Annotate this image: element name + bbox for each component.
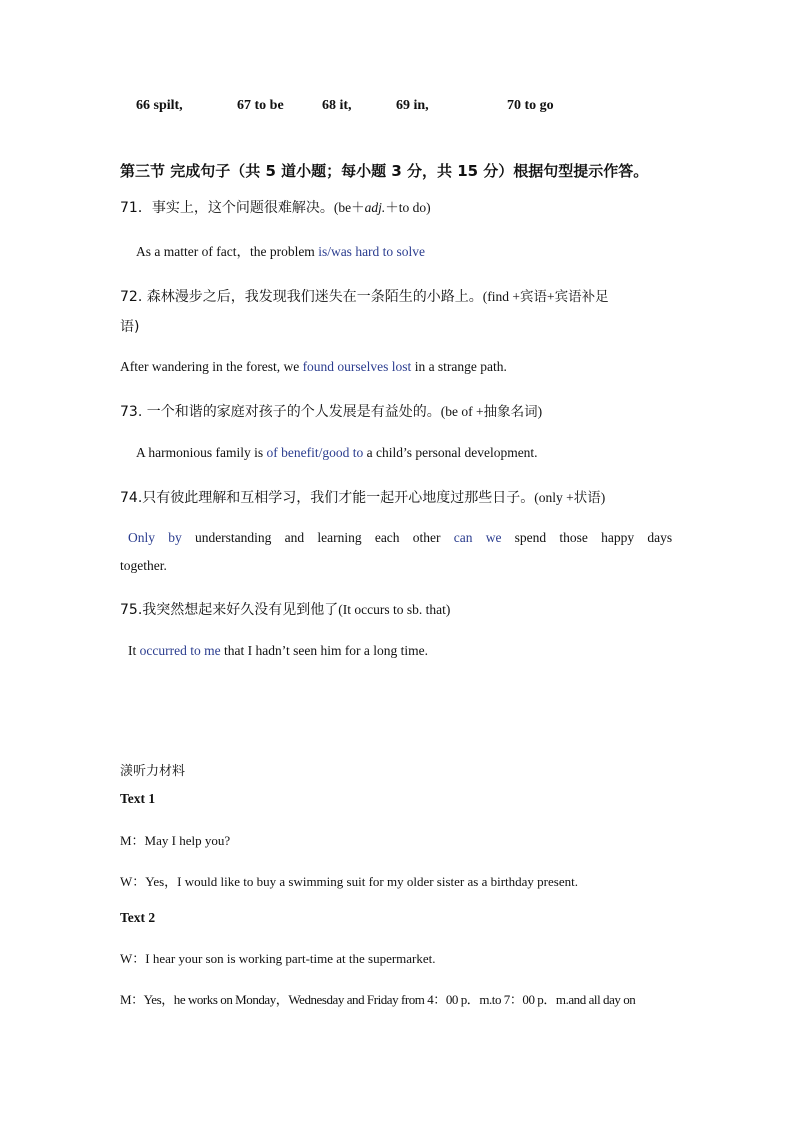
question-74-answer-line2: together. — [120, 558, 167, 573]
text-1-line-1: M：May I help you? — [120, 833, 231, 848]
answer-75-fill: occurred to me — [139, 643, 221, 658]
question-73-prompt: 73. 一个和谐的家庭对孩子的个人发展是有益处的。(be of +抽象名词) — [120, 404, 543, 420]
question-72-prompt: 72. 森林漫步之后，我发现我们迷失在一条陌生的小路上。(find +宾语+宾语补足 — [120, 289, 609, 305]
question-72-answer: After wandering in the forest, we found ourselves lost in a strange path. — [120, 359, 507, 374]
answer-72-fill: found ourselves lost — [302, 359, 412, 374]
section-title: 第三节 完成句子（共 5 道小题；每小题 3 分，共 15 分）根据句型提示作答。 — [120, 162, 649, 180]
text-2-line-1: W：I hear your son is working part-time at the supermarket. — [120, 951, 436, 966]
question-74-answer-line1: Only by understanding and learning each other can we spend those happy days — [128, 530, 673, 545]
question-72-prompt-cont: 语) — [120, 319, 140, 335]
listening-heading: 㵪听力材料 — [120, 764, 186, 779]
answer-69: 69 in, — [396, 98, 429, 113]
text-1-line-2: W：Yes，I would like to buy a swimming suit for my older sister as a birthday present. — [120, 874, 578, 889]
text-2-label: Text 2 — [120, 910, 156, 925]
answer-67: 67 to be — [237, 98, 284, 113]
question-75-answer: It occurred to me that I hadn’t seen him for a long time. — [128, 643, 429, 658]
answer-71-fill: is/was hard to solve — [318, 244, 426, 259]
question-74-prompt: 74.只有彼此理解和互相学习，我们才能一起开心地度过那些日子。(only +状语) — [120, 490, 606, 506]
text-2-line-2: M：Yes，he works on Monday，Wednesday and Friday from 4：00 p．m.to 7：00 p．m.and all day on — [120, 992, 636, 1007]
question-75-prompt: 75.我突然想起来好久没有见到他了(It occurs to sb. that) — [120, 602, 451, 618]
question-71-prompt: 71．事实上，这个问题很难解决。(be＋adj.＋to do) — [120, 200, 431, 216]
answer-68: 68 it, — [322, 98, 352, 113]
answer-70: 70 to go — [507, 98, 554, 113]
answer-66: 66 spilt, — [136, 98, 183, 113]
text-1-label: Text 1 — [120, 791, 156, 806]
answer-73-fill: of benefit/good to — [266, 445, 364, 460]
question-71-answer: As a matter of fact，the problem is/was hard to solve — [136, 244, 426, 259]
question-73-answer: A harmonious family is of benefit/good to a child’s personal development. — [136, 445, 538, 460]
